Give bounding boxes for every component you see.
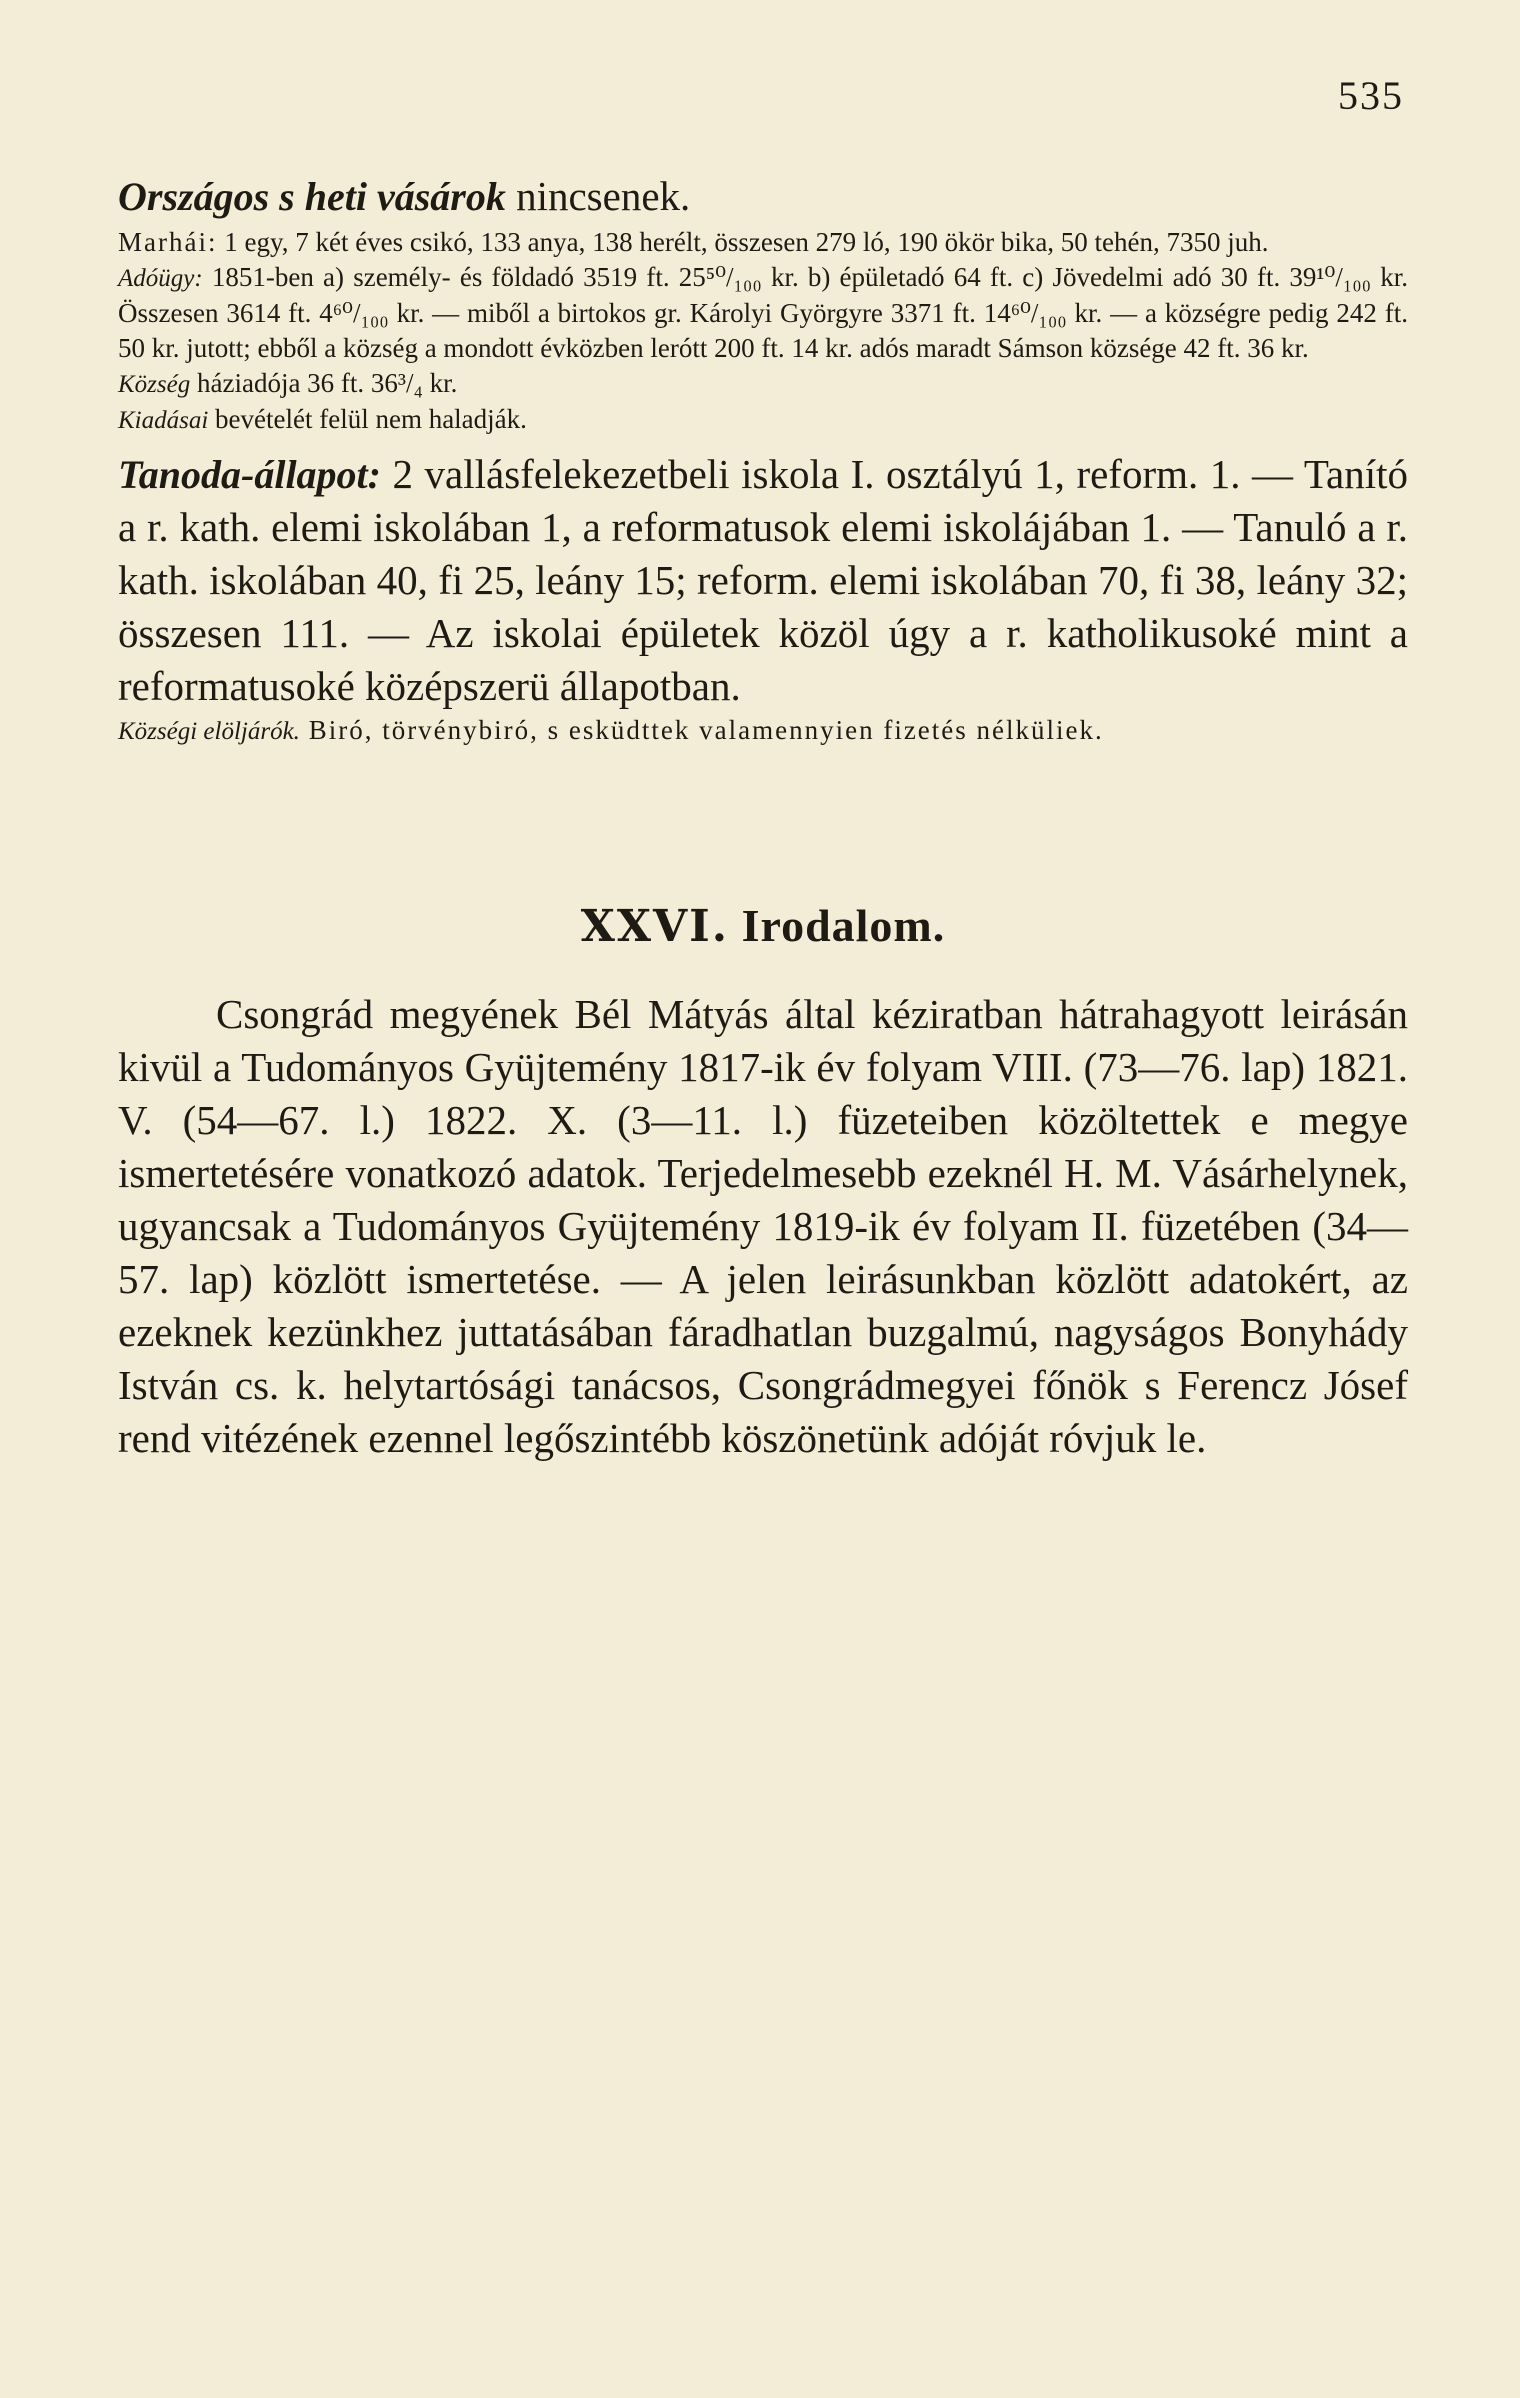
section-heading xyxy=(118,899,1408,952)
livestock-text: 1 egy, 7 két éves csikó, 133 anya, 138 herélt, összesen 279 ló, 190 ökör bika, 50 tehén, 7350 juh. xyxy=(217,227,1269,257)
tax-paragraph xyxy=(118,260,1408,366)
fairs-paragraph xyxy=(118,170,1408,223)
officials-lead: Községi elöljárók. xyxy=(118,718,300,745)
fairs-lead: Országos s heti vásárok xyxy=(118,174,506,219)
page-number: 535 xyxy=(1338,73,1404,118)
page-body xyxy=(118,170,1408,1465)
tax-text: 1851-ben a) személy- és földadó 3519 ft. 25⁵⁰/₁₀₀ kr. b) épületadó 64 ft. c) Jövedelmi adó 30 ft. 39¹⁰/₁₀₀ kr. Összesen 3614 ft. 4⁶⁰/₁₀₀ kr. — miből a birtokos gr. Károlyi Györgyre 3371 ft. 14⁶⁰/₁₀₀ kr. — a községre pedig 242 ft. 50 kr. jutott; ebből a község a mondott évközben lerótt 200 ft. 14 kr. adós maradt Sámson községe 42 ft. 36 kr. xyxy=(118,262,1408,363)
school-lead: Tanoda-állapot: xyxy=(118,452,381,497)
village-tax-paragraph xyxy=(118,366,1408,402)
village-tax-lead: Község xyxy=(118,371,191,398)
village-tax-text: háziadója 36 ft. 36³/₄ kr. xyxy=(190,368,458,398)
livestock-paragraph xyxy=(118,225,1408,260)
officials-paragraph xyxy=(118,713,1408,749)
livestock-lead: Marhái: xyxy=(118,227,218,257)
officials-text: Biró, törvénybiró, s esküdttek valamennyien fizetés nélküliek. xyxy=(299,715,1104,745)
tax-lead: Adóügy: xyxy=(118,265,203,292)
section-title: Irodalom. xyxy=(729,900,946,951)
school-paragraph xyxy=(118,448,1408,713)
expenses-paragraph xyxy=(118,402,1408,438)
school-text: 2 vallásfelekezetbeli iskola I. osztályú 1, reform. 1. — Tanító a r. kath. elemi iskolában 1, a reformatusok elemi iskolájában 1. — Tanuló a r. kath. iskolában 40, fi 25, leány 15; reform. elemi iskolában 70, fi 38, leány 32; összesen 111. — Az iskolai épületek közöl úgy a r. katholikusoké mint a reformatusoké középszerü állapotban. xyxy=(118,451,1408,709)
literature-paragraph: Csongrád megyének Bél Mátyás által kéziratban hátrahagyott leirásán kivül a Tudományos Gyüjtemény 1817-ik év folyam VIII. (73—76. lap) 1821. V. (54—67. l.) 1822. X. (3—11. l.) füzeteiben közöltettek e megye ismertetésére vonatkozó adatok. Terjedelmesebb ezeknél H. M. Vásárhelynek, ugyancsak a Tudományos Gyüjtemény 1819-ik év folyam II. füzetében (34—57. lap) közlött ismertetése. — A jelen leirásunkban közlött adatokért, az ezeknek kezünkhez juttatásában fáradhatlan buzgalmú, nagyságos Bonyhády István cs. k. helytartósági tanácsos, Csongrádmegyei főnök s Ferencz Jósef rend vitézének ezennel legőszintébb köszönetünk adóját róvjuk le. xyxy=(118,991,1408,1461)
section-number: XXVI. xyxy=(580,901,730,952)
fairs-text: nincsenek. xyxy=(505,173,691,219)
expenses-lead: Kiadásai xyxy=(118,407,209,434)
expenses-text: bevételét felül nem haladják. xyxy=(208,404,527,434)
